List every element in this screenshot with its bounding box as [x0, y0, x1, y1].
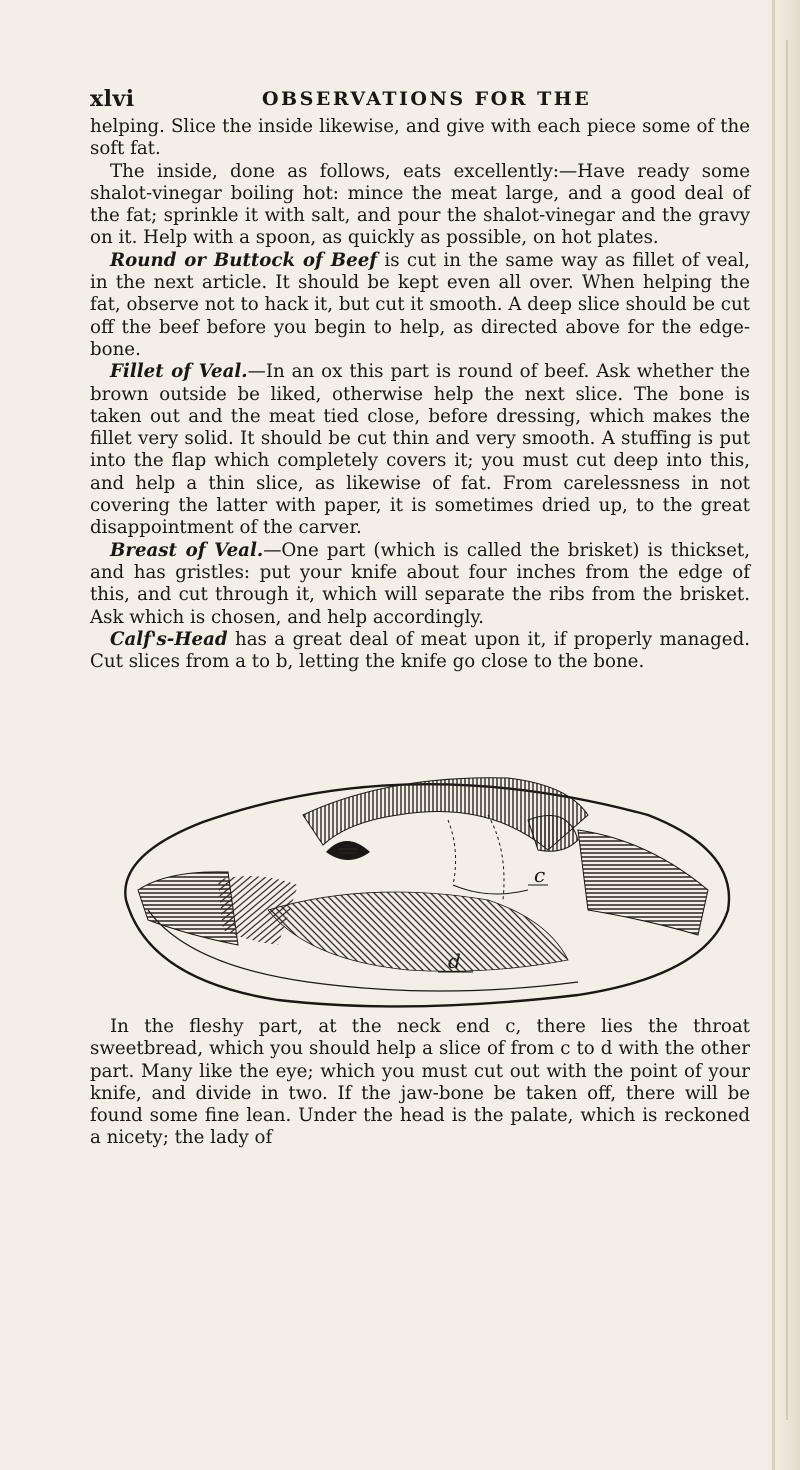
- paragraph: helping. Slice the inside likewise, and give with each piece some of the soft fat.: [90, 116, 750, 160]
- text-block-top: [90, 116, 750, 673]
- text-block-bottom: [90, 1016, 750, 1150]
- page-edge: [766, 0, 800, 1470]
- paragraph-breast-of-veal: Breast of Veal.—One part (which is called the brisket) is thickset, and has gristles: put your knife about four inches from the edge of this, and cut through it, which will separate the ribs from the brisket. Ask which is chosen, and help accordingly.: [90, 539, 750, 628]
- page-number: xlvi: [90, 86, 135, 112]
- calfs-head-illustration: [108, 760, 748, 1010]
- paragraph-calfs-head: Calf's-Head has a great deal of meat upon it, if properly managed. Cut slices from a to b, letting the knife go close to the bone.: [90, 628, 750, 673]
- calfs-head-engraving: [108, 760, 748, 1010]
- figure-label-d: d: [448, 949, 461, 973]
- paragraph-fillet-of-veal: Fillet of Veal.—In an ox this part is round of beef. Ask whether the brown outside be liked, otherwise help the next slice. The bone is taken out and the meat tied close, before dressing, which makes the fillet very solid. It should be cut thin and very smooth. A stuffing is put into the flap which completely covers it; you must cut deep into this, and help a thin slice, as likewise of fat. From carelessness in not covering the latter with paper, it is sometimes dried up, to the great disappointment of the carver.: [90, 361, 750, 539]
- paragraph: The inside, done as follows, eats excellently:—Have ready some shalot-vinegar boiling hot: mince the meat large, and a good deal of the fat; sprinkle it with salt, and pour the shalot-vinegar and the gravy on it. Help with a spoon, as quickly as possible, on hot plates.: [90, 160, 750, 249]
- running-title: OBSERVATIONS FOR THE: [262, 88, 592, 110]
- page-header: [90, 86, 746, 116]
- paragraph-throat-sweetbread: In the fleshy part, at the neck end c, there lies the throat sweetbread, which you should help a slice of from c to d with the other part. Many like the eye; which you must cut out with the point of your knife, and divide in two. If the jaw-bone be taken off, there will be found some fine lean. Under the head is the palate, which is reckoned a nicety; the lady of: [90, 1016, 750, 1149]
- figure-label-c: c: [534, 863, 546, 887]
- paragraph-round-of-beef: Round or Buttock of Beef is cut in the same way as fillet of veal, in the next article. It should be kept even all over. When helping the fat, observe not to hack it, but cut it smooth. A deep slice should be cut off the beef before you begin to help, as directed above for the edge-bone.: [90, 249, 750, 360]
